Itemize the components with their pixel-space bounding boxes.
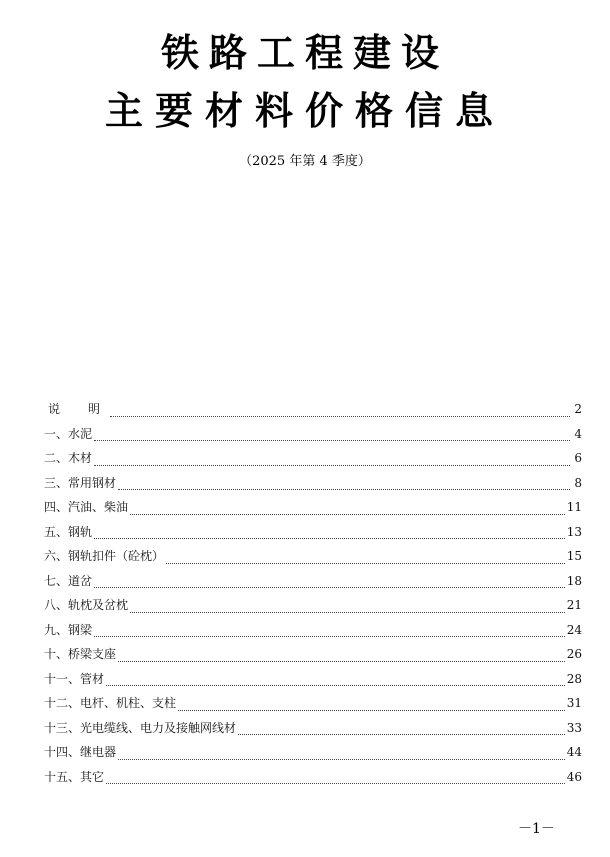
toc-leader-dots [166,562,565,564]
toc-entry-label: 四、汽油、柴油 [44,500,129,514]
document-title-line-1: 铁路工程建设 [160,31,449,75]
page-number: －1－ [518,821,555,837]
toc-leader-dots [94,464,570,466]
toc-entry-steel[interactable] [44,475,582,500]
table-of-contents [44,401,582,793]
toc-leader-dots [110,415,570,417]
toc-entry-page: 28 [566,671,582,686]
toc-entry-fuel[interactable] [44,499,582,524]
toc-entry-label: 说 明 [48,402,109,416]
toc-entry-page: 26 [566,647,582,661]
toc-entry-page: 11 [566,500,582,514]
toc-entry-page: 24 [566,622,582,637]
toc-entry-steel-beam[interactable] [44,622,582,647]
toc-entry-others[interactable] [44,769,582,794]
toc-leader-dots [238,733,565,735]
toc-entry-page: 6 [574,451,582,465]
toc-entry-label: 一、水泥 [44,426,93,441]
toc-entry-page: 13 [566,524,582,539]
toc-entry-explanation[interactable] [44,401,582,426]
toc-entry-page: 31 [566,696,582,710]
toc-entry-label: 十、桥梁支座 [44,647,117,661]
toc-entry-label: 十三、光电缆线、电力及接触网线材 [44,720,237,735]
toc-leader-dots [94,635,565,637]
toc-leader-dots [130,513,565,515]
toc-entry-page: 15 [566,549,582,563]
toc-entry-label: 六、钢轨扣件（砼枕） [44,549,165,563]
document-subtitle: （2025 年第 4 季度） [239,154,371,169]
toc-entry-page: 4 [574,426,582,441]
toc-entry-page: 46 [566,769,582,784]
toc-leader-dots [118,660,565,662]
toc-entry-sleepers[interactable] [44,597,582,622]
toc-leader-dots [106,684,565,686]
toc-leader-dots [106,782,565,784]
toc-entry-page: 33 [566,720,582,735]
toc-leader-dots [130,611,565,613]
toc-entry-timber[interactable] [44,450,582,475]
toc-entry-cables[interactable] [44,720,582,745]
toc-entry-label: 七、道岔 [44,573,93,588]
toc-entry-page: 44 [566,745,582,759]
document-title-line-2: 主要材料价格信息 [104,89,505,133]
toc-entry-label: 八、轨枕及岔枕 [44,598,129,612]
toc-entry-bridge-bearing[interactable] [44,646,582,671]
toc-entry-cement[interactable] [44,426,582,451]
toc-leader-dots [94,537,565,539]
toc-entry-label: 二、木材 [44,451,93,465]
toc-entry-pipes[interactable] [44,671,582,696]
toc-leader-dots [94,586,565,588]
toc-entry-relays[interactable] [44,744,582,769]
toc-leader-dots [94,439,570,441]
toc-entry-page: 21 [566,598,582,612]
toc-leader-dots [118,488,570,490]
toc-leader-dots [178,709,565,711]
toc-entry-label: 九、钢梁 [44,622,93,637]
toc-entry-page: 18 [566,573,582,588]
toc-entry-rail-fastening[interactable] [44,548,582,573]
toc-entry-label: 十五、其它 [44,769,105,784]
toc-entry-label: 十四、继电器 [44,745,117,759]
toc-entry-poles[interactable] [44,695,582,720]
toc-entry-label: 十二、电杆、机柱、支柱 [44,696,177,710]
toc-entry-label: 十一、管材 [44,671,105,686]
toc-entry-label: 三、常用钢材 [44,475,117,490]
toc-entry-page: 8 [574,475,582,490]
toc-entry-label: 五、钢轨 [44,524,93,539]
toc-entry-turnout[interactable] [44,573,582,598]
toc-entry-rail[interactable] [44,524,582,549]
toc-entry-page: 2 [574,402,582,416]
toc-leader-dots [118,758,565,760]
